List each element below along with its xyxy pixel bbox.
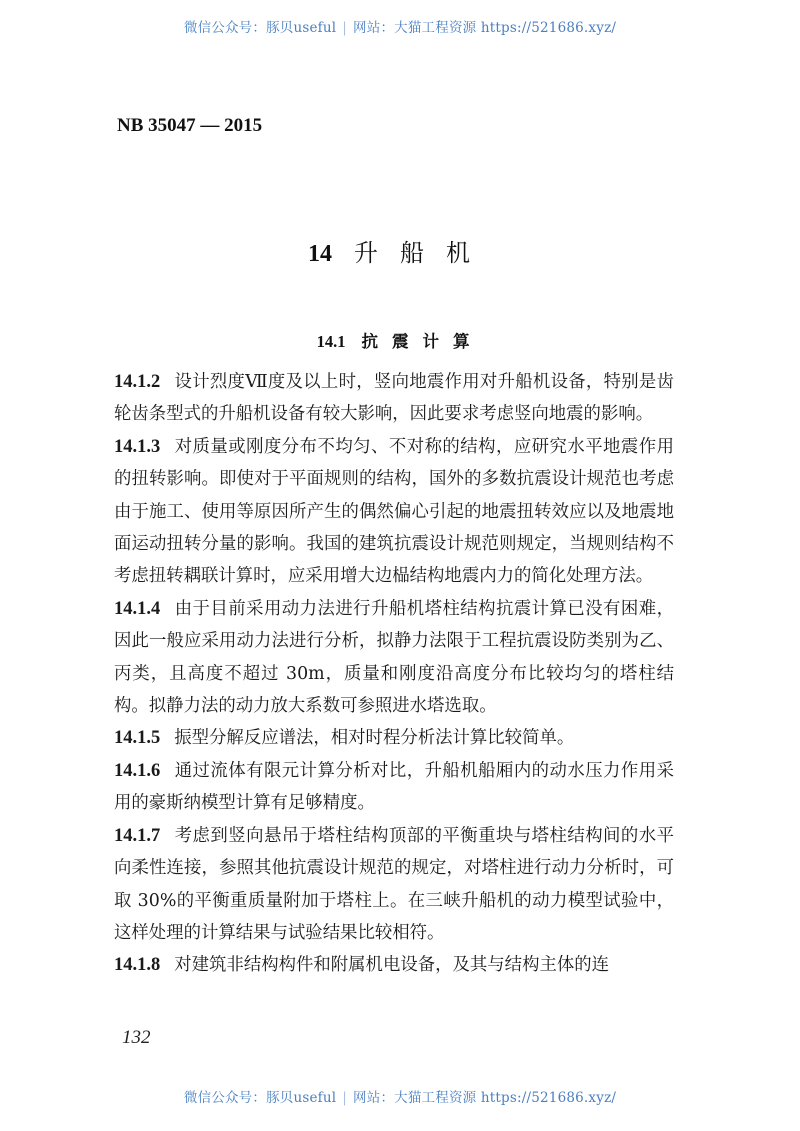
clause-number: 14.1.3 <box>114 436 161 457</box>
clause-number: 14.1.8 <box>114 955 161 976</box>
watermark-left-text: 微信公众号：豚贝useful <box>183 1090 337 1106</box>
watermark-bottom <box>0 1086 800 1106</box>
watermark-separator: | <box>342 20 348 36</box>
chapter-heading <box>0 233 800 268</box>
clause-text: 由于目前采用动力法进行升船机塔柱结构抗震计算已没有困难，因此一般应采用动力法进行分析，拟静力法限于工程抗震设防类别为乙、丙类，且高度不超过 30m，质量和刚度沿高度分布比较均匀的塔柱结构。拟静力法的动力放大系数可参照进水塔选取。 <box>114 598 674 717</box>
watermark-right-text: 网站：大猫工程资源 https://521686.xyz/ <box>353 20 617 36</box>
clause-number: 14.1.7 <box>114 825 161 846</box>
clause-text: 对建筑非结构构件和附属机电设备，及其与结构主体的连 <box>174 955 610 976</box>
page-number: 132 <box>122 1027 151 1048</box>
clause-number: 14.1.4 <box>114 598 161 619</box>
clause-14-1-6 <box>114 755 674 820</box>
watermark-right-text: 网站：大猫工程资源 https://521686.xyz/ <box>353 1090 617 1106</box>
standard-code: NB 35047 — 2015 <box>117 115 263 136</box>
clause-number: 14.1.5 <box>114 728 161 749</box>
section-heading <box>0 328 800 352</box>
clause-14-1-8 <box>114 949 674 981</box>
chapter-number: 14 <box>308 241 332 267</box>
watermark-separator: | <box>342 1090 348 1106</box>
section-number: 14.1 <box>316 332 346 351</box>
clause-text: 对质量或刚度分布不均匀、不对称的结构，应研究水平地震作用的扭转影响。即使对于平面规则的结构，国外的多数抗震设计规范也考虑由于施工、使用等原因所产生的偶然偏心引起的地震扭转效应以及地震地面运动扭转分量的影响。我国的建筑抗震设计规范则规定，当规则结构不考虑扭转耦联计算时，应采用增大边榀结构地震内力的简化处理方法。 <box>114 436 674 587</box>
clause-14-1-4 <box>114 593 674 723</box>
clause-text: 振型分解反应谱法，相对时程分析法计算比较简单。 <box>174 728 575 749</box>
clause-14-1-7 <box>114 820 674 950</box>
clause-text: 考虑到竖向悬吊于塔柱结构顶部的平衡重块与塔柱结构间的水平向柔性连接，参照其他抗震设计规范的规定，对塔柱进行动力分析时，可取 30%的平衡重质量附加于塔柱上。在三峡升船机的动力模型试验中，这样处理的计算结果与试验结果比较相符。 <box>114 825 674 943</box>
section-title: 抗震计算 <box>361 332 484 351</box>
chapter-title: 升船机 <box>354 239 492 267</box>
clause-list <box>114 366 674 982</box>
clause-number: 14.1.6 <box>114 760 161 781</box>
clause-14-1-3 <box>114 431 674 593</box>
clause-number: 14.1.2 <box>114 372 161 392</box>
watermark-left-text: 微信公众号：豚贝useful <box>183 20 337 36</box>
clause-14-1-5 <box>114 722 674 754</box>
clause-14-1-2 <box>114 366 674 431</box>
clause-text: 设计烈度Ⅶ度及以上时，竖向地震作用对升船机设备，特别是齿轮齿条型式的升船机设备有较大影响，因此要求考虑竖向地震的影响。 <box>114 372 674 425</box>
clause-text: 通过流体有限元计算分析对比，升船机船厢内的动水压力作用采用的豪斯纳模型计算有足够精度。 <box>114 760 674 814</box>
watermark-top <box>0 16 800 36</box>
